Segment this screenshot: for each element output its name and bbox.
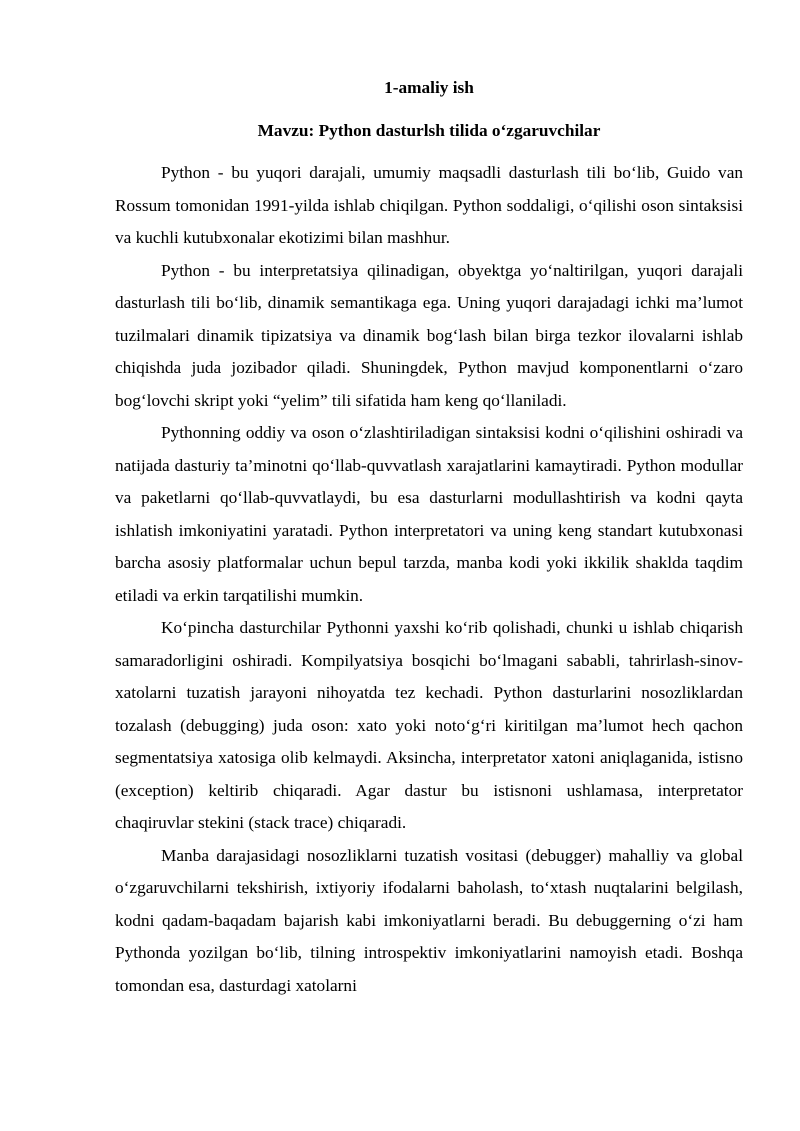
document-title: 1-amaliy ish	[384, 78, 474, 97]
paragraph-debugger: Manba darajasidagi nosozliklarni tuzatish vositasi (debugger) mahalliy va global o‘zgaruvchilarni tekshirish, ixtiyoriy ifodalarni baholash, to‘xtash nuqtalarini belgilash, kodni qadam-baqadam bajarish kabi imkoniyatlarni beradi. Bu debuggerning o‘zi ham Pythonda yozilgan bo‘lib, tilning introspektiv imkoniyatlarini namoyish etadi. Boshqa tomondan esa, dasturdagi xatolarni	[115, 845, 743, 995]
document-topic: Mavzu: Python dasturlsh tilida o‘zgaruvchilar	[257, 120, 601, 140]
paragraph-syntax-modules: Pythonning oddiy va oson o‘zlashtiriladigan sintaksisi kodni o‘qilishini oshiradi va natijada dasturiy ta’minotni qo‘llab-quvvatlash xarajatlarini kamaytiradi. Python modullar va paketlarni qo‘llab-quvvatlaydi, bu esa dasturlarni modullashtirish va kodni qayta ishlatish imkoniyatini yaratadi. Python interpretatori va uning keng standart kutubxonasi barcha asosiy platformalar uchun bepul tarzda, manba kodi yoki ikkilik shaklda taqdim etiladi va erkin tarqatilishi mumkin.	[115, 423, 743, 605]
paragraph-interpreted-language: Python - bu interpretatsiya qilinadigan, obyektga yo‘naltirilgan, yuqori darajali dasturlash tili bo‘lib, dinamik semantikaga ega. Uning yuqori darajadagi ichki ma’lumot tuzilmalari dinamik tipizatsiya va dinamik bog‘lash bilan birga tezkor ilovalarni ishlab chiqishda juda jozibador qiladi. Shuningdek, Python mavjud komponentlarni o‘zaro bog‘lovchi skript yoki “yelim” tili sifatida ham keng qo‘llaniladi.	[115, 260, 743, 410]
paragraph-python-intro: Python - bu yuqori darajali, umumiy maqsadli dasturlash tili bo‘lib, Guido van Rossum tomonidan 1991-yilda ishlab chiqilgan. Python soddaligi, o‘qilishi oson sintaksisi va kuchli kutubxonalar ekotizimi bilan mashhur.	[115, 163, 743, 247]
paragraph-productivity-debugging: Ko‘pincha dasturchilar Pythonni yaxshi ko‘rib qolishadi, chunki u ishlab chiqarish samaradorligini oshiradi. Kompilyatsiya bosqichi bo‘lmagani sababli, tahrirlash-sinov-xatolarni tuzatish jarayoni nihoyatda tez kechadi. Python dasturlarini nosozliklardan tozalash (debugging) juda oson: xato yoki noto‘g‘ri kiritilgan ma’lumot hech qachon segmentatsiya xatosiga olib kelmaydi. Aksincha, interpretator xatoni aniqlaganida, istisno (exception) keltirib chiqaradi. Agar dastur bu istisnoni ushlamasa, interpretator chaqiruvlar stekini (stack trace) chiqaradi.	[115, 618, 743, 832]
document-page	[115, 72, 743, 1002]
